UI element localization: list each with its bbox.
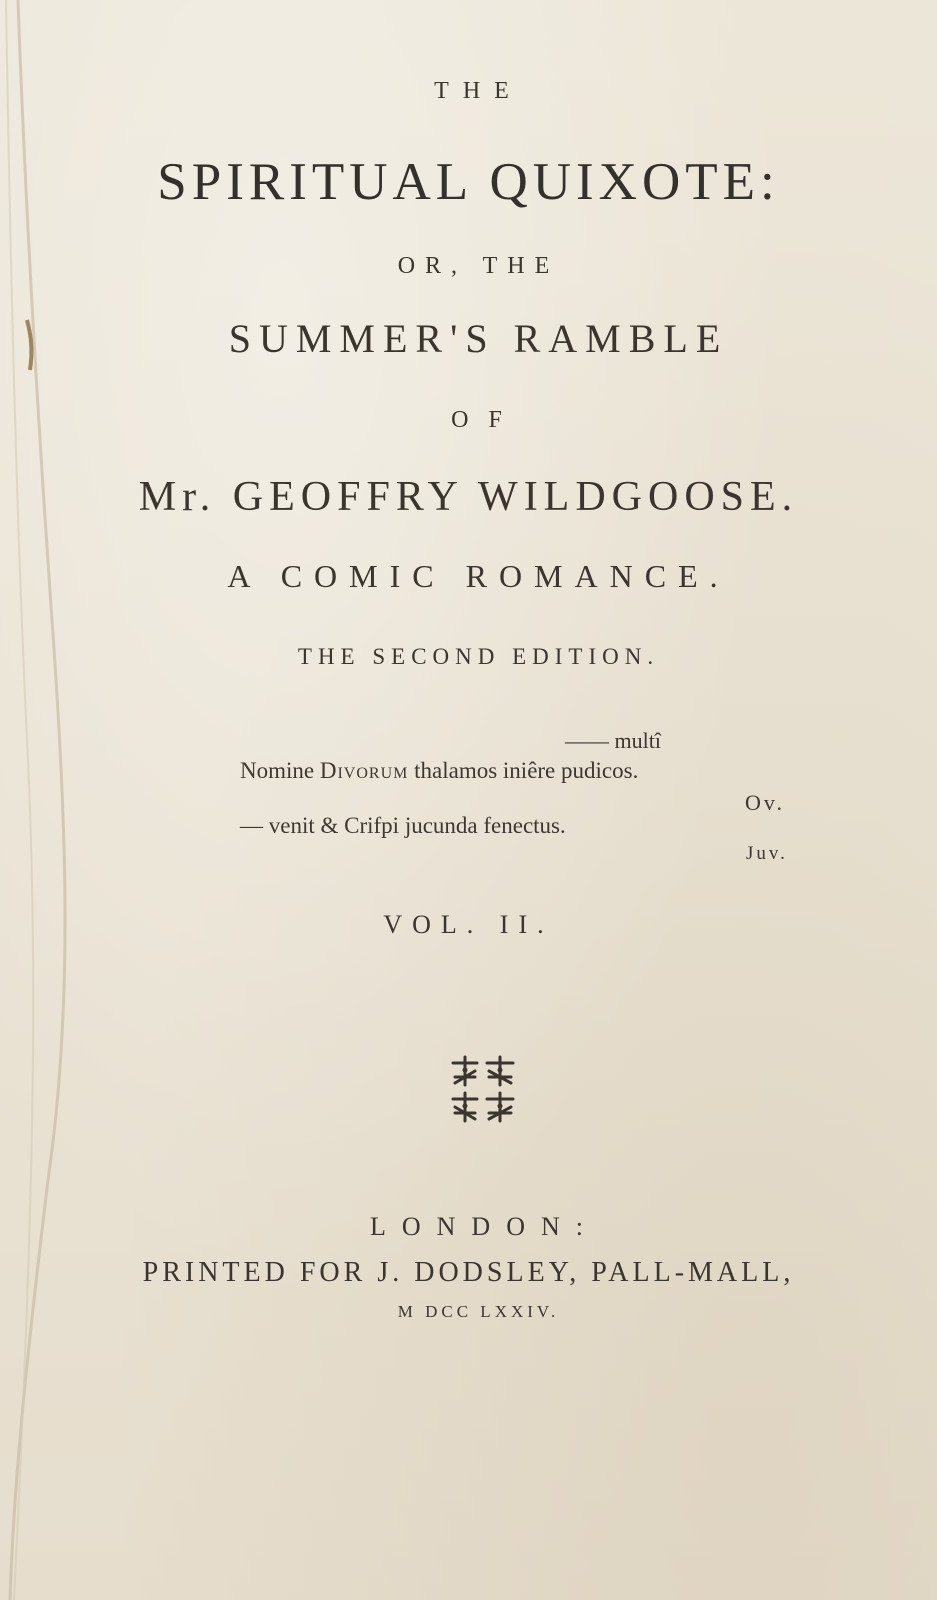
epigraph-attribution-2: Juv. <box>746 843 788 864</box>
epigraph-attribution-1: Ov. <box>745 790 785 815</box>
volume-number: VOL. II. <box>383 910 554 939</box>
epigraph-line-1-smallcaps: Divorum <box>319 758 409 783</box>
epigraph-fragment: —— multî <box>565 728 661 753</box>
imprint-printer: PRINTED FOR J. DODSLEY, PALL-MALL, <box>142 1257 795 1288</box>
imprint-date: M DCC LXXIV. <box>397 1302 560 1321</box>
epigraph-line-1-end: thalamos iniêre pudicos. <box>408 758 639 783</box>
title-article: THE <box>434 78 523 104</box>
printers-ornament-icon <box>447 1055 521 1127</box>
imprint-city: LONDON: <box>370 1212 599 1241</box>
book-subtitle: SUMMER'S RAMBLE <box>228 316 729 361</box>
edition-line: THE SECOND EDITION. <box>297 644 660 669</box>
subtitle-preposition: OF <box>451 407 522 433</box>
epigraph-line-2: — venit & Crifpi jucunda fenectus. <box>240 813 566 838</box>
subtitle-connector: OR, THE <box>397 253 560 279</box>
page-gutter-edge <box>0 0 90 1600</box>
epigraph-line-1-start: Nomine <box>240 758 320 783</box>
protagonist-name: Mr. GEOFFRY WILDGOOSE. <box>138 474 799 520</box>
epigraph-line-1 <box>240 758 638 784</box>
genre-line: A COMIC ROMANCE. <box>227 558 730 594</box>
book-title: SPIRITUAL QUIXOTE: <box>157 153 780 211</box>
